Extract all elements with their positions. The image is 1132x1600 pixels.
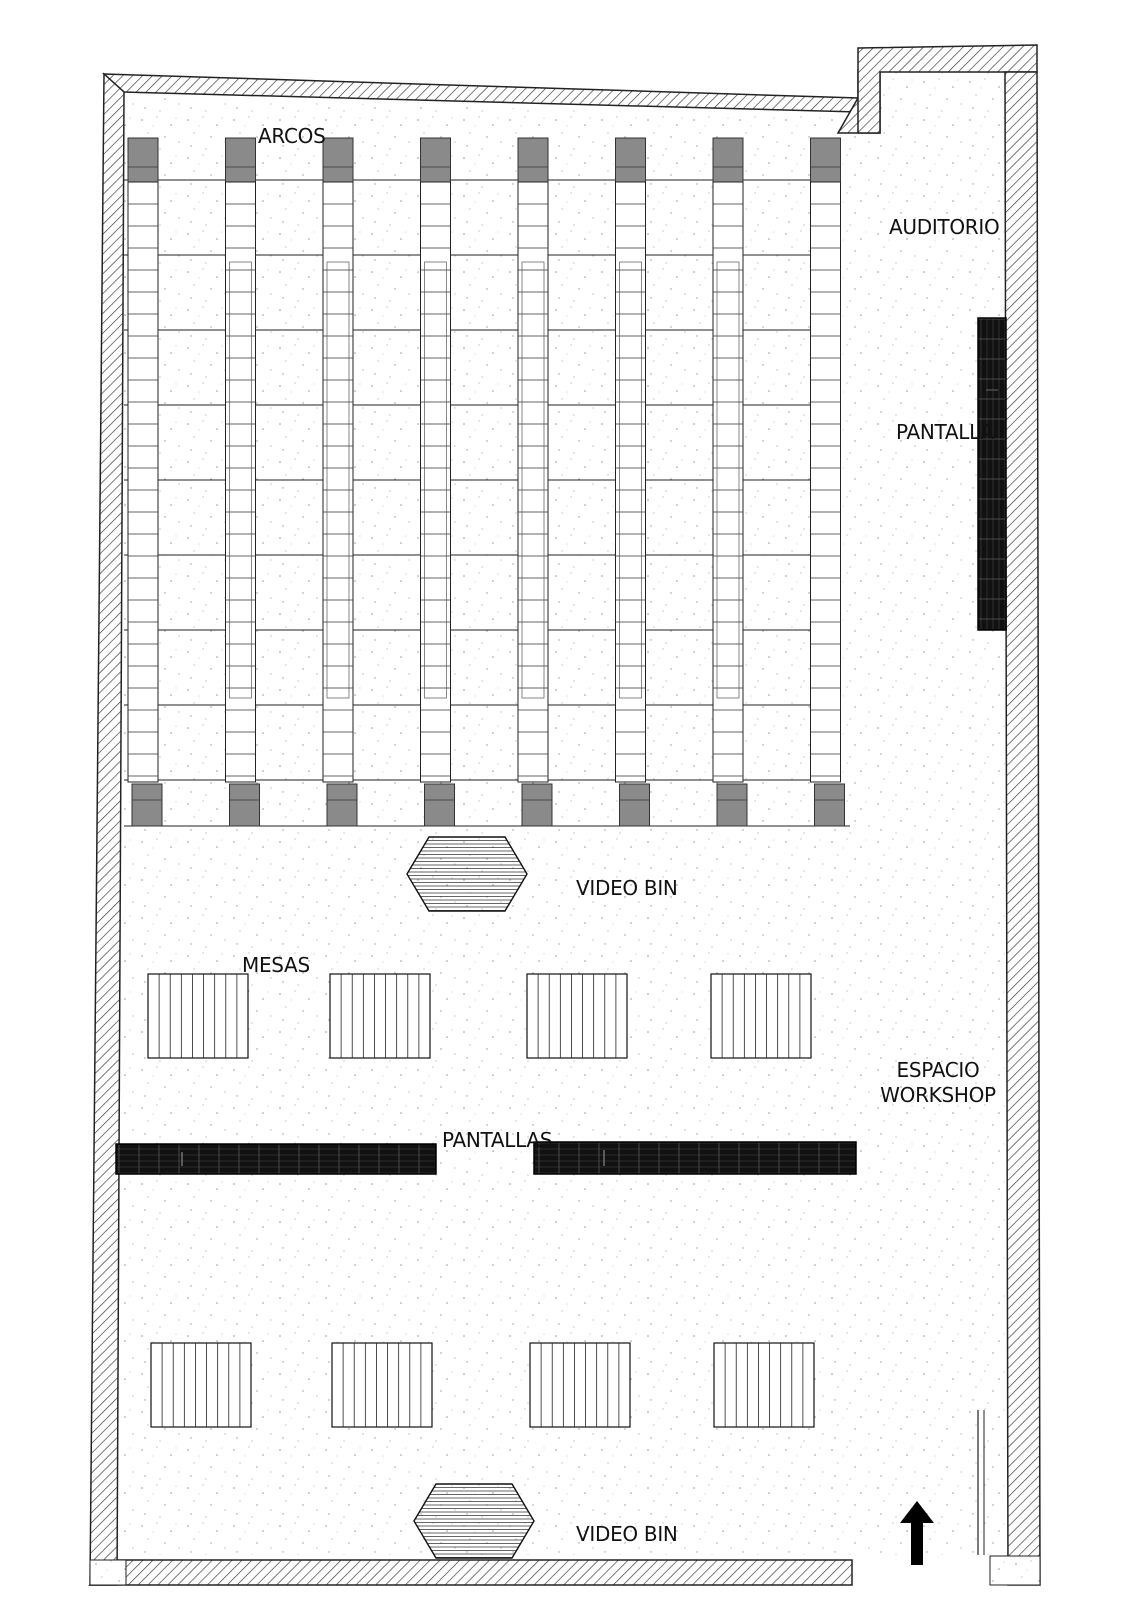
wall-bottom [90,1560,852,1585]
table [151,1343,251,1427]
arch-cap-bottom [815,784,845,826]
table-outline [714,1343,814,1427]
arch-cap-top [128,138,158,182]
arch-cap-top [323,138,353,182]
arch [323,138,357,826]
table [711,974,811,1058]
screen-vertical [978,318,1006,630]
arch-cap-top [421,138,451,182]
arch-cap-bottom [425,784,455,826]
label-espacio-workshop [878,1058,998,1108]
arch-cap-bottom [717,784,747,826]
arch-cap-bottom [132,784,162,826]
wall-right [1005,72,1040,1585]
arch-body [323,182,353,782]
label-espacio: ESPACIO [896,1058,980,1082]
table-outline [530,1343,630,1427]
arch-body [518,182,548,782]
table [332,1343,432,1427]
table [148,974,248,1058]
arch-body [811,182,841,782]
wall-left [90,74,124,1585]
label-video-bin-bottom: VIDEO BIN [576,1522,678,1546]
arch-cap-top [616,138,646,182]
arch [421,138,455,826]
arch [616,138,650,826]
table-outline [711,974,811,1058]
arch-cap-bottom [620,784,650,826]
label-arcos: ARCOS [258,124,326,148]
table [330,974,430,1058]
label-video-bin-top: VIDEO BIN [576,876,678,900]
table-outline [330,974,430,1058]
arch-cap-top [811,138,841,182]
arch [811,138,845,826]
arch-cap-top [226,138,256,182]
arch-body [713,182,743,782]
table-outline [527,974,627,1058]
label-pantalla: PANTALLA [896,420,994,444]
wall-corner-bl [90,1560,126,1585]
arch-body [128,182,158,782]
arch-body [421,182,451,782]
wall-corner-br [990,1556,1040,1585]
arch [128,138,162,826]
screen-horizontal-right [534,1142,856,1174]
label-workshop: WORKSHOP [880,1083,996,1107]
arch-cap-bottom [327,784,357,826]
arch-cap-bottom [522,784,552,826]
arch-cap-top [713,138,743,182]
arch [226,138,260,826]
arch-body [616,182,646,782]
label-auditorio: AUDITORIO [889,215,1000,239]
arch [713,138,747,826]
table [527,974,627,1058]
table-outline [332,1343,432,1427]
label-mesas: MESAS [242,953,310,977]
arch-cap-top [518,138,548,182]
screen-horizontal-left [116,1144,436,1174]
table [714,1343,814,1427]
table-outline [148,974,248,1058]
table-outline [151,1343,251,1427]
label-pantallas: PANTALLAS [442,1128,553,1152]
arch-body [226,182,256,782]
arch [518,138,552,826]
arch-cap-bottom [230,784,260,826]
table [530,1343,630,1427]
